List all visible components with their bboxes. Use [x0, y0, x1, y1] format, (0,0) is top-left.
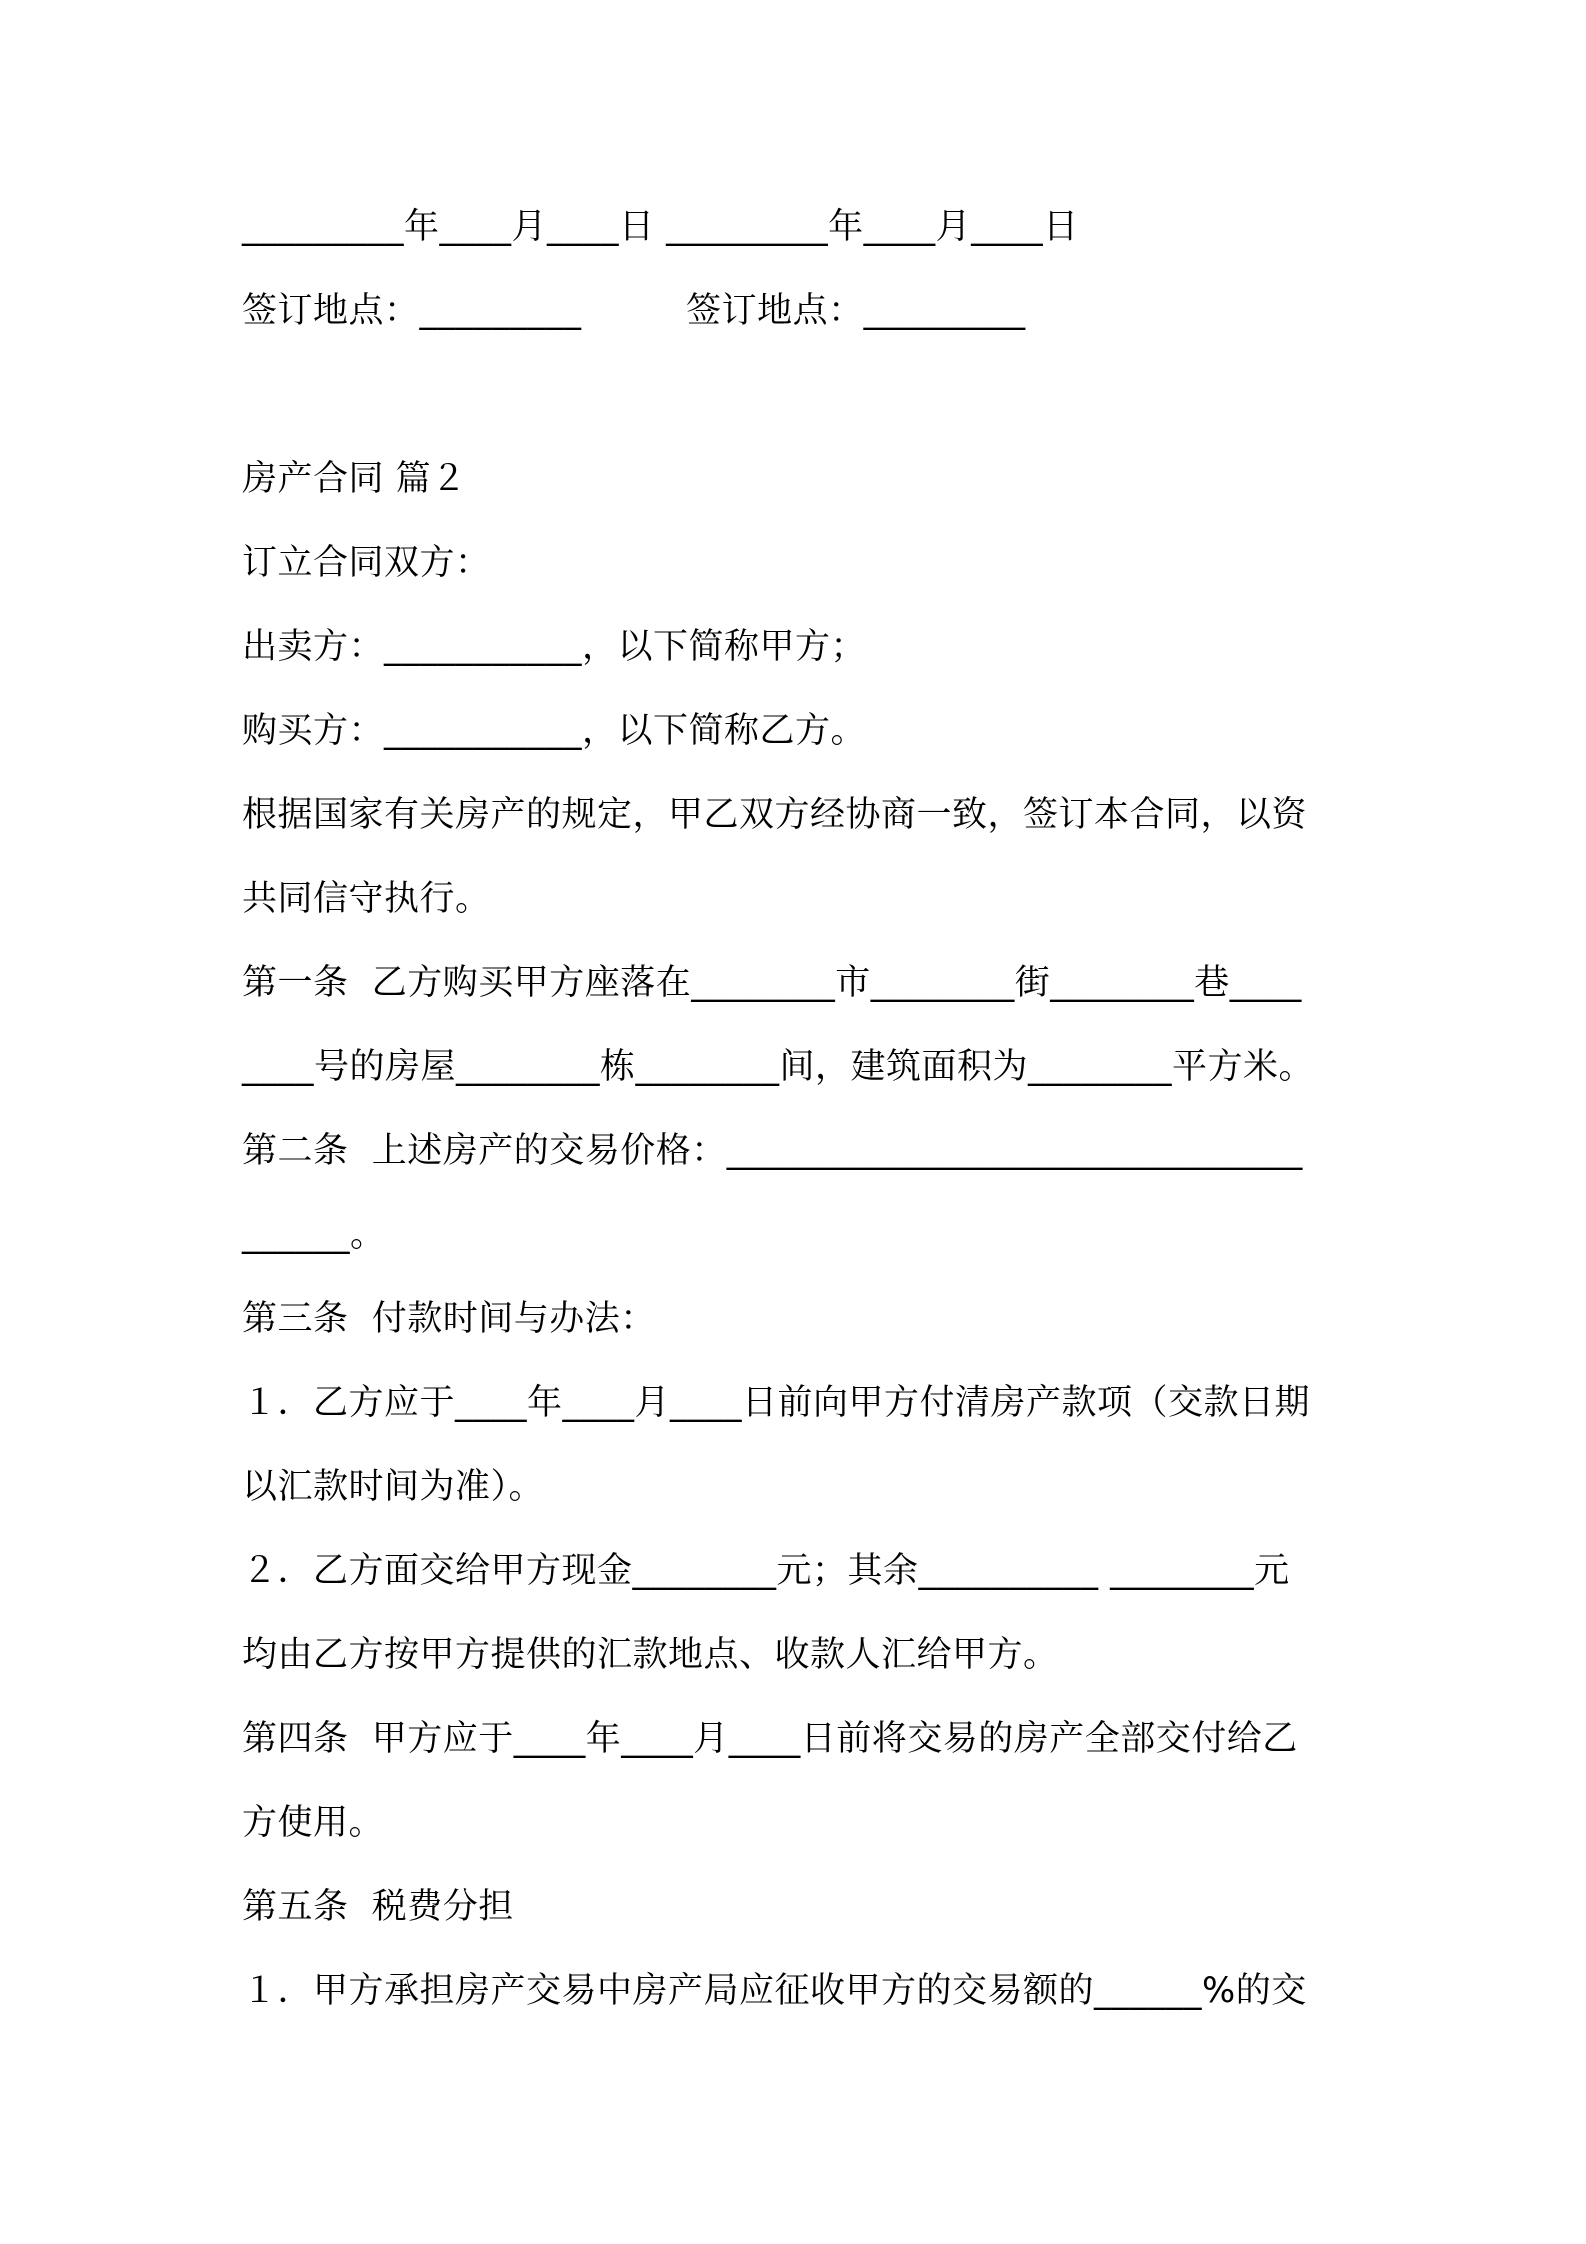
section-title: 房产合同 篇２: [242, 459, 467, 499]
buyer-line: 购买方：___________，以下简称乙方。: [242, 711, 867, 751]
article-3-item-2-line-2: 均由乙方按甲方提供的汇款地点、收款人汇给甲方。: [242, 1635, 1059, 1675]
seller-line: 出卖方：___________，以下简称甲方；: [242, 627, 867, 667]
article-2-line-1: 第二条 上述房产的交易价格：________________________________: [242, 1131, 1303, 1171]
article-3-item-2-line-1: ２．乙方面交给甲方现金________元；其余__________ ________元: [242, 1551, 1290, 1591]
signing-place-line: 签订地点：_________ 签订地点：_________: [242, 291, 1026, 331]
article-1-line-1: 第一条 乙方购买甲方座落在________市________街________巷____: [242, 963, 1302, 1003]
preamble-line-2: 共同信守执行。: [242, 879, 491, 919]
article-3-heading: 第三条 付款时间与办法：: [242, 1299, 656, 1339]
article-1-line-2: ____号的房屋________栋________间，建筑面积为________平方米。: [242, 1047, 1315, 1087]
article-4-line-2: 方使用。: [242, 1803, 385, 1843]
signing-date-line: _________年____月____日 _________年____月____日: [242, 207, 1079, 247]
article-5-item-1-line-1: １．甲方承担房产交易中房产局应征收甲方的交易额的______%的交: [242, 1971, 1307, 2011]
contract-parties-heading: 订立合同双方：: [242, 543, 491, 583]
article-3-item-1-line-1: １．乙方应于____年____月____日前向甲方付清房产款项（交款日期: [242, 1383, 1311, 1423]
article-3-item-1-line-2: 以汇款时间为准）。: [242, 1467, 545, 1507]
article-5-heading: 第五条 税费分担: [242, 1887, 514, 1927]
preamble-line-1: 根据国家有关房产的规定，甲乙双方经协商一致，签订本合同，以资: [242, 795, 1308, 835]
article-4-line-1: 第四条 甲方应于____年____月____日前将交易的房产全部交付给乙: [242, 1719, 1298, 1759]
article-2-line-2: ______。: [242, 1215, 386, 1255]
